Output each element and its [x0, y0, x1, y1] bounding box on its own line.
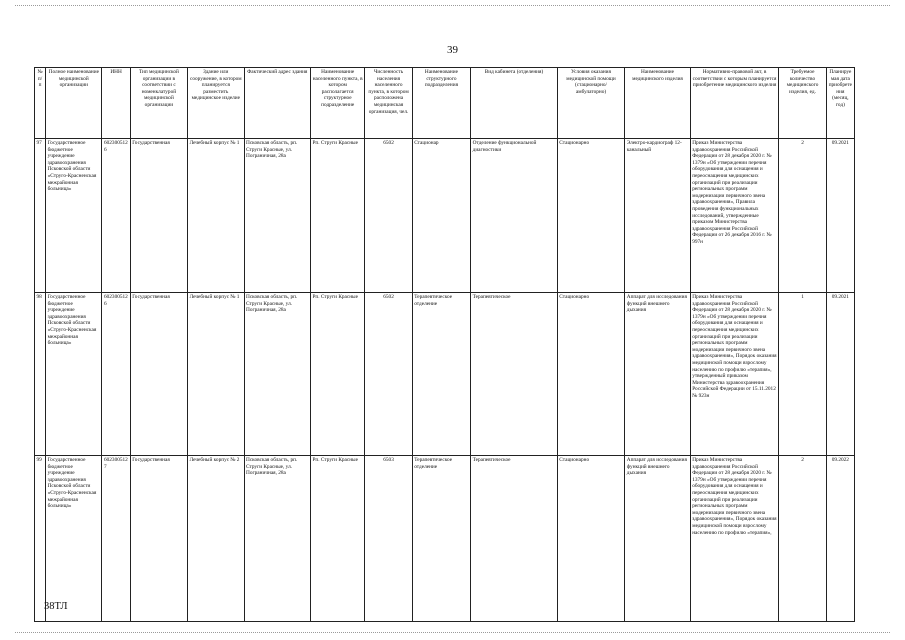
- cell-num: 98: [35, 293, 46, 456]
- cell-inn: 6023005126: [102, 139, 130, 293]
- cell-date: 09.2021: [826, 139, 854, 293]
- cell-inn: 6023005126: [102, 293, 130, 456]
- bottom-dotted-edge: [15, 632, 890, 633]
- cell-org: Государственное бюджетное учреждение здравоохранения Псковской области «Струго-Красненская межрайонная больница»: [46, 456, 102, 622]
- cell-conditions: Стационарно: [557, 139, 624, 293]
- cell-conditions: Стационарно: [557, 293, 624, 456]
- header-population: Численность населения населенного пункта, в котором расположена медицинская организация, чел.: [365, 68, 412, 139]
- cell-act: Приказ Министерства здравоохранения Российской Федерации от 28 декабря 2020 г. № 1379н «Об утверждении перечня оборудования для оснащения и переоснащения медицинских организаций при реализации региональных программ модернизации первичного звена здравоохранения», Порядок оказания медицинской помощи взрослому населению по профилю «терапия»,: [690, 456, 779, 622]
- cell-address: Псковская область, рп. Струги Красные, ул. Пограничная, 28а: [244, 456, 310, 622]
- cell-date: 09.2022: [826, 456, 854, 622]
- header-num: № п/п: [35, 68, 46, 139]
- cell-type: Государственная: [130, 139, 187, 293]
- cell-cabinet: Отделение функциональной диагностики: [471, 139, 558, 293]
- header-cabinet: Вид кабинета (отделения): [471, 68, 558, 139]
- page-number: 39: [447, 44, 458, 56]
- cell-subdivision: Терапевтическое отделение: [412, 456, 470, 622]
- cell-cabinet: Терапевтическое: [471, 456, 558, 622]
- table-header-row: [35, 68, 855, 139]
- table-row: [35, 293, 855, 456]
- cell-num: 97: [35, 139, 46, 293]
- cell-building: Лечебный корпус № 1: [188, 293, 244, 456]
- equipment-table: [34, 67, 855, 622]
- cell-num: 99: [35, 456, 46, 622]
- cell-address: Псковская область, рп. Струги Красные, ул. Пограничная, 28а: [244, 293, 310, 456]
- header-quantity: Требуемое количество медицинского изделия, ед.: [779, 68, 826, 139]
- cell-locality: Рп. Струги Красные: [310, 293, 364, 456]
- cell-conditions: Стационарно: [557, 456, 624, 622]
- cell-address: Псковская область, рп. Струги Красные, ул. Пограничная, 28а: [244, 139, 310, 293]
- cell-org: Государственное бюджетное учреждение здравоохранения Псковской области «Струго-Красненская межрайонная больница»: [46, 139, 102, 293]
- cell-subdivision: Стационар: [412, 139, 470, 293]
- cell-subdivision: Терапевтическое отделение: [412, 293, 470, 456]
- cell-device: Аппарат для исследования функций внешнего дыхания: [625, 456, 690, 622]
- cell-org: Государственное бюджетное учреждение здравоохранения Псковской области «Струго-Красненская межрайонная больница»: [46, 293, 102, 456]
- cell-act: Приказ Министерства здравоохранения Российской Федерации от 28 декабря 2020 г. № 1379н «Об утверждении перечня оборудования для оснащения и переоснащения медицинских организаций при реализации региональных программ модернизации первичного звена здравоохранения», Порядок оказания медицинской помощи взрослому населению по профилю «терапия», утвержденный приказом Министерства здравоохранения Российской Федерации от 15.11.2012 № 923н: [690, 293, 779, 456]
- cell-type: Государственная: [130, 293, 187, 456]
- cell-locality: Рп. Струги Красные: [310, 139, 364, 293]
- table-row: [35, 456, 855, 622]
- cell-population: 6502: [365, 293, 412, 456]
- cell-building: Лечебный корпус № 2: [188, 456, 244, 622]
- cell-quantity: 1: [779, 293, 826, 456]
- header-type: Тип медицинской организации в соответствии с номенклатурой медицинской организации: [130, 68, 187, 139]
- cell-type: Государственная: [130, 456, 187, 622]
- cell-device: Электро-кардиограф 12-канальный: [625, 139, 690, 293]
- header-act: Нормативно-правовой акт, в соответствии с которым планируется приобретение медицинского изделия: [690, 68, 779, 139]
- cell-building: Лечебный корпус № 1: [188, 139, 244, 293]
- cell-quantity: 2: [779, 139, 826, 293]
- cell-cabinet: Терапевтическое: [471, 293, 558, 456]
- cell-locality: Рп. Струги Красные: [310, 456, 364, 622]
- header-building: Здание или сооружение, в котором планируется разместить медицинское изделие: [188, 68, 244, 139]
- header-address: Фактический адрес здания: [244, 68, 310, 139]
- table-row: [35, 139, 855, 293]
- footer-code: 38ТЛ: [44, 601, 68, 612]
- cell-date: 09.2021: [826, 293, 854, 456]
- header-subdivision: Наименование структурного подразделения: [412, 68, 470, 139]
- header-date: Планируемая дата приобретения (месяц, год): [826, 68, 854, 139]
- header-inn: ИНН: [102, 68, 130, 139]
- cell-act: Приказ Министерства здравоохранения Российской Федерации от 28 декабря 2020 г. № 1379н «Об утверждении перечня оборудования для оснащения и переоснащения медицинских организаций при реализации региональных программ модернизации первичного звена здравоохранения», Правила проведения функциональных исследований, утвержденные приказом Министерства здравоохранения Российской Федерации от 26 декабря 2016 г. № 997н: [690, 139, 779, 293]
- cell-quantity: 2: [779, 456, 826, 622]
- cell-device: Аппарат для исследования функций внешнего дыхания: [625, 293, 690, 456]
- top-dotted-edge: [15, 5, 890, 6]
- header-org: Полное наименование медицинской организации: [46, 68, 102, 139]
- cell-population: 6502: [365, 139, 412, 293]
- header-conditions: Условия оказания медицинской помощи (стационарно/ амбулаторно): [557, 68, 624, 139]
- header-locality: Наименование населенного пункта, в котором располагается структурное подразделение: [310, 68, 364, 139]
- header-device: Наименование медицинского изделия: [625, 68, 690, 139]
- cell-inn: 6023005127: [102, 456, 130, 622]
- cell-population: 6503: [365, 456, 412, 622]
